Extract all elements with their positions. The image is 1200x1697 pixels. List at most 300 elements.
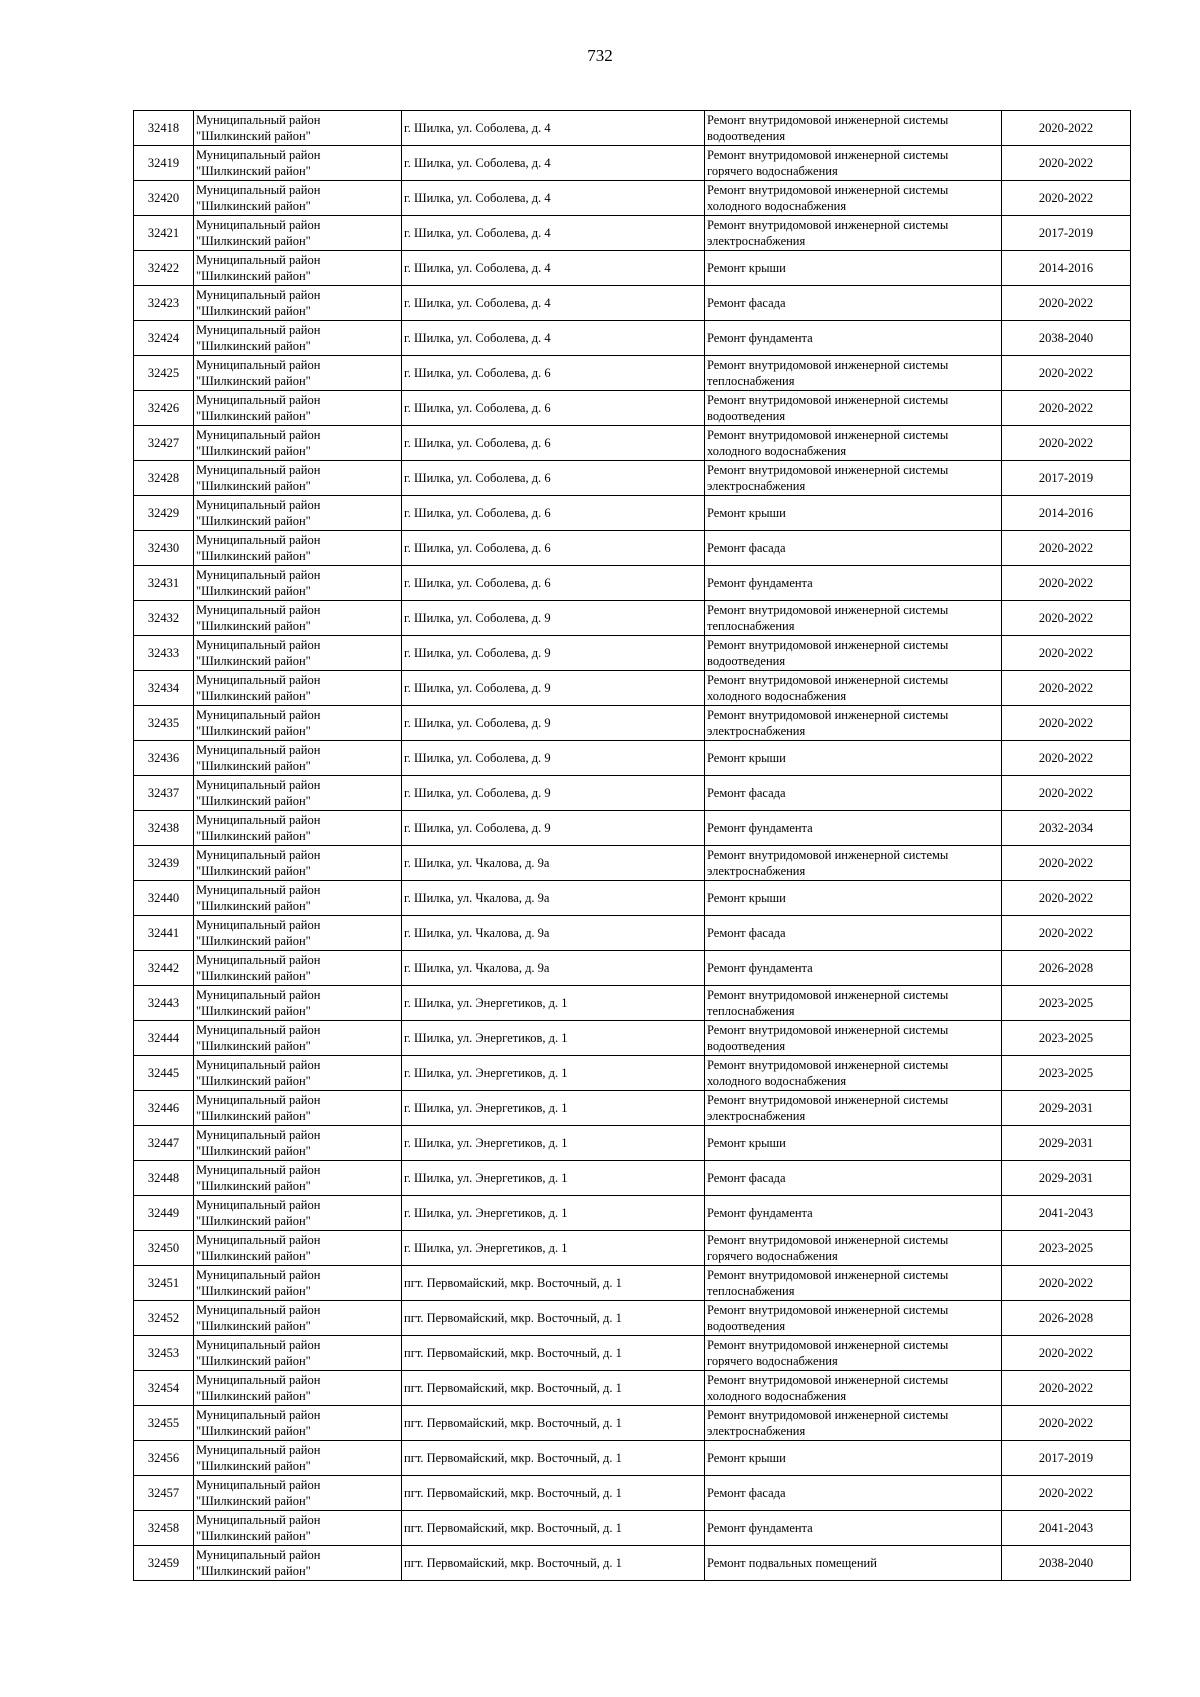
- municipality-line: "Шилкинский район": [196, 1319, 311, 1333]
- municipality-cell: [194, 1056, 402, 1091]
- period-cell: 2020-2022: [1002, 356, 1131, 391]
- municipality-line: "Шилкинский район": [196, 234, 311, 248]
- address-cell: г. Шилка, ул. Энергетиков, д. 1: [402, 1021, 705, 1056]
- work-type-cell: [705, 356, 1002, 391]
- work-type-line: Ремонт внутридомовой инженерной системы: [707, 358, 949, 372]
- municipality-line: Муниципальный район: [196, 1163, 321, 1177]
- address-cell: г. Шилка, ул. Энергетиков, д. 1: [402, 1056, 705, 1091]
- table-row: [134, 671, 1131, 706]
- address-cell: г. Шилка, ул. Соболева, д. 9: [402, 601, 705, 636]
- work-type-cell: [705, 881, 1002, 916]
- work-type-cell: [705, 1546, 1002, 1581]
- table-row: [134, 916, 1131, 951]
- work-type-line: Ремонт внутридомовой инженерной системы: [707, 183, 949, 197]
- address-cell: г. Шилка, ул. Энергетиков, д. 1: [402, 1091, 705, 1126]
- record-number-cell: 32426: [134, 391, 194, 426]
- municipality-line: Муниципальный район: [196, 393, 321, 407]
- municipality-line: Муниципальный район: [196, 1408, 321, 1422]
- municipality-line: "Шилкинский район": [196, 689, 311, 703]
- address-cell: г. Шилка, ул. Чкалова, д. 9а: [402, 881, 705, 916]
- municipality-line: Муниципальный район: [196, 1023, 321, 1037]
- municipality-line: "Шилкинский район": [196, 374, 311, 388]
- work-type-line: Ремонт подвальных помещений: [707, 1556, 877, 1570]
- municipality-line: "Шилкинский район": [196, 1109, 311, 1123]
- municipality-cell: [194, 321, 402, 356]
- table-row: [134, 1266, 1131, 1301]
- period-cell: 2020-2022: [1002, 1336, 1131, 1371]
- municipality-line: "Шилкинский район": [196, 1074, 311, 1088]
- work-type-line: электроснабжения: [707, 864, 806, 878]
- work-type-line: Ремонт крыши: [707, 1451, 786, 1465]
- work-type-line: Ремонт крыши: [707, 891, 786, 905]
- table-row: [134, 1336, 1131, 1371]
- work-type-line: Ремонт внутридомовой инженерной системы: [707, 638, 949, 652]
- work-type-line: водоотведения: [707, 654, 786, 668]
- municipality-cell: [194, 601, 402, 636]
- municipality-line: Муниципальный район: [196, 183, 321, 197]
- period-cell: 2020-2022: [1002, 531, 1131, 566]
- period-cell: 2020-2022: [1002, 916, 1131, 951]
- municipality-cell: [194, 566, 402, 601]
- work-type-cell: [705, 636, 1002, 671]
- period-cell: 2020-2022: [1002, 706, 1131, 741]
- table-row: [134, 111, 1131, 146]
- record-number-cell: 32456: [134, 1441, 194, 1476]
- record-number-cell: 32424: [134, 321, 194, 356]
- record-number-cell: 32440: [134, 881, 194, 916]
- municipality-line: "Шилкинский район": [196, 1459, 311, 1473]
- work-type-line: Ремонт внутридомовой инженерной системы: [707, 1338, 949, 1352]
- record-number-cell: 32442: [134, 951, 194, 986]
- work-type-line: Ремонт фасада: [707, 1486, 786, 1500]
- address-cell: г. Шилка, ул. Соболева, д. 4: [402, 181, 705, 216]
- address-cell: г. Шилка, ул. Соболева, д. 6: [402, 461, 705, 496]
- municipality-line: "Шилкинский район": [196, 164, 311, 178]
- period-cell: 2020-2022: [1002, 181, 1131, 216]
- municipality-line: "Шилкинский район": [196, 444, 311, 458]
- municipality-line: Муниципальный район: [196, 813, 321, 827]
- address-cell: г. Шилка, ул. Соболева, д. 6: [402, 566, 705, 601]
- municipality-line: "Шилкинский район": [196, 1529, 311, 1543]
- record-number-cell: 32434: [134, 671, 194, 706]
- address-cell: пгт. Первомайский, мкр. Восточный, д. 1: [402, 1476, 705, 1511]
- work-type-line: Ремонт фасада: [707, 296, 786, 310]
- period-cell: 2038-2040: [1002, 1546, 1131, 1581]
- work-type-line: Ремонт крыши: [707, 261, 786, 275]
- record-number-cell: 32449: [134, 1196, 194, 1231]
- work-type-line: Ремонт внутридомовой инженерной системы: [707, 393, 949, 407]
- table-row: [134, 1406, 1131, 1441]
- record-number-cell: 32431: [134, 566, 194, 601]
- municipality-cell: [194, 1301, 402, 1336]
- work-type-cell: [705, 1266, 1002, 1301]
- record-number-cell: 32430: [134, 531, 194, 566]
- period-cell: 2020-2022: [1002, 881, 1131, 916]
- work-type-cell: [705, 1161, 1002, 1196]
- period-cell: 2020-2022: [1002, 146, 1131, 181]
- table-row: [134, 1126, 1131, 1161]
- period-cell: 2023-2025: [1002, 986, 1131, 1021]
- address-cell: пгт. Первомайский, мкр. Восточный, д. 1: [402, 1371, 705, 1406]
- work-type-cell: [705, 986, 1002, 1021]
- table-row: [134, 181, 1131, 216]
- period-cell: 2014-2016: [1002, 251, 1131, 286]
- municipality-cell: [194, 986, 402, 1021]
- record-number-cell: 32443: [134, 986, 194, 1021]
- municipality-line: Муниципальный район: [196, 1373, 321, 1387]
- work-type-line: теплоснабжения: [707, 619, 795, 633]
- municipality-line: "Шилкинский район": [196, 654, 311, 668]
- municipality-line: Муниципальный район: [196, 428, 321, 442]
- table-row: [134, 566, 1131, 601]
- municipality-cell: [194, 706, 402, 741]
- work-type-line: Ремонт крыши: [707, 1136, 786, 1150]
- work-type-line: теплоснабжения: [707, 1004, 795, 1018]
- table-row: [134, 1231, 1131, 1266]
- record-number-cell: 32445: [134, 1056, 194, 1091]
- municipality-cell: [194, 1336, 402, 1371]
- work-type-line: электроснабжения: [707, 1109, 806, 1123]
- municipality-cell: [194, 671, 402, 706]
- table-row: [134, 1476, 1131, 1511]
- work-type-line: Ремонт фундамента: [707, 331, 813, 345]
- municipality-line: "Шилкинский район": [196, 339, 311, 353]
- period-cell: 2023-2025: [1002, 1231, 1131, 1266]
- municipality-cell: [194, 951, 402, 986]
- work-type-line: холодного водоснабжения: [707, 199, 847, 213]
- work-type-line: Ремонт крыши: [707, 751, 786, 765]
- municipality-cell: [194, 181, 402, 216]
- period-cell: 2041-2043: [1002, 1196, 1131, 1231]
- work-type-cell: [705, 391, 1002, 426]
- period-cell: 2023-2025: [1002, 1056, 1131, 1091]
- work-type-cell: [705, 1476, 1002, 1511]
- work-type-line: Ремонт фундамента: [707, 1521, 813, 1535]
- work-type-line: Ремонт внутридомовой инженерной системы: [707, 1058, 949, 1072]
- work-type-line: Ремонт внутридомовой инженерной системы: [707, 988, 949, 1002]
- municipality-cell: [194, 461, 402, 496]
- work-type-line: Ремонт фасада: [707, 926, 786, 940]
- municipality-cell: [194, 1021, 402, 1056]
- work-type-cell: [705, 1056, 1002, 1091]
- address-cell: г. Шилка, ул. Соболева, д. 6: [402, 496, 705, 531]
- municipality-line: Муниципальный район: [196, 358, 321, 372]
- period-cell: 2020-2022: [1002, 671, 1131, 706]
- record-number-cell: 32428: [134, 461, 194, 496]
- municipality-cell: [194, 1091, 402, 1126]
- period-cell: 2020-2022: [1002, 1371, 1131, 1406]
- municipality-line: "Шилкинский район": [196, 199, 311, 213]
- work-type-cell: [705, 1301, 1002, 1336]
- municipality-line: "Шилкинский район": [196, 1354, 311, 1368]
- municipality-cell: [194, 1441, 402, 1476]
- municipality-cell: [194, 1476, 402, 1511]
- work-type-cell: [705, 321, 1002, 356]
- municipality-cell: [194, 251, 402, 286]
- municipality-line: Муниципальный район: [196, 1128, 321, 1142]
- page-number: 732: [587, 46, 613, 65]
- work-type-line: Ремонт внутридомовой инженерной системы: [707, 218, 949, 232]
- municipality-line: "Шилкинский район": [196, 479, 311, 493]
- work-type-cell: [705, 1441, 1002, 1476]
- municipality-line: Муниципальный район: [196, 148, 321, 162]
- municipality-line: Муниципальный район: [196, 918, 321, 932]
- municipality-line: Муниципальный район: [196, 253, 321, 267]
- municipality-line: "Шилкинский район": [196, 1564, 311, 1578]
- table-row: [134, 321, 1131, 356]
- municipality-line: "Шилкинский район": [196, 129, 311, 143]
- municipality-cell: [194, 216, 402, 251]
- municipality-line: "Шилкинский район": [196, 1039, 311, 1053]
- record-number-cell: 32420: [134, 181, 194, 216]
- municipality-cell: [194, 741, 402, 776]
- table-row: [134, 1546, 1131, 1581]
- address-cell: г. Шилка, ул. Соболева, д. 4: [402, 146, 705, 181]
- municipality-line: Муниципальный район: [196, 603, 321, 617]
- municipality-line: "Шилкинский район": [196, 934, 311, 948]
- table-row: [134, 251, 1131, 286]
- municipality-line: "Шилкинский район": [196, 304, 311, 318]
- work-type-line: холодного водоснабжения: [707, 444, 847, 458]
- work-type-cell: [705, 251, 1002, 286]
- address-cell: г. Шилка, ул. Соболева, д. 4: [402, 111, 705, 146]
- work-type-line: Ремонт крыши: [707, 506, 786, 520]
- period-cell: 2020-2022: [1002, 286, 1131, 321]
- period-cell: 2020-2022: [1002, 636, 1131, 671]
- address-cell: г. Шилка, ул. Соболева, д. 6: [402, 426, 705, 461]
- municipality-cell: [194, 426, 402, 461]
- table-row: [134, 1511, 1131, 1546]
- address-cell: пгт. Первомайский, мкр. Восточный, д. 1: [402, 1336, 705, 1371]
- address-cell: г. Шилка, ул. Соболева, д. 9: [402, 636, 705, 671]
- municipality-line: Муниципальный район: [196, 1338, 321, 1352]
- work-type-line: холодного водоснабжения: [707, 689, 847, 703]
- table-row: [134, 146, 1131, 181]
- work-type-line: теплоснабжения: [707, 1284, 795, 1298]
- address-cell: г. Шилка, ул. Соболева, д. 4: [402, 251, 705, 286]
- record-number-cell: 32438: [134, 811, 194, 846]
- record-number-cell: 32427: [134, 426, 194, 461]
- record-number-cell: 32454: [134, 1371, 194, 1406]
- work-type-cell: [705, 461, 1002, 496]
- municipality-line: Муниципальный район: [196, 1268, 321, 1282]
- period-cell: 2020-2022: [1002, 1266, 1131, 1301]
- municipality-line: Муниципальный район: [196, 1058, 321, 1072]
- work-type-line: Ремонт фасада: [707, 541, 786, 555]
- municipality-line: Муниципальный район: [196, 568, 321, 582]
- municipality-line: Муниципальный район: [196, 498, 321, 512]
- municipality-line: Муниципальный район: [196, 953, 321, 967]
- period-cell: 2017-2019: [1002, 216, 1131, 251]
- period-cell: 2020-2022: [1002, 741, 1131, 776]
- municipality-line: "Шилкинский район": [196, 584, 311, 598]
- work-type-cell: [705, 496, 1002, 531]
- municipality-line: Муниципальный район: [196, 113, 321, 127]
- municipality-line: "Шилкинский район": [196, 1214, 311, 1228]
- municipality-line: Муниципальный район: [196, 988, 321, 1002]
- record-number-cell: 32421: [134, 216, 194, 251]
- work-type-cell: [705, 741, 1002, 776]
- work-type-cell: [705, 111, 1002, 146]
- address-cell: г. Шилка, ул. Энергетиков, д. 1: [402, 986, 705, 1021]
- municipality-cell: [194, 881, 402, 916]
- record-number-cell: 32429: [134, 496, 194, 531]
- period-cell: 2029-2031: [1002, 1126, 1131, 1161]
- record-number-cell: 32450: [134, 1231, 194, 1266]
- municipality-cell: [194, 111, 402, 146]
- work-type-line: водоотведения: [707, 129, 786, 143]
- period-cell: 2032-2034: [1002, 811, 1131, 846]
- table-row: [134, 1371, 1131, 1406]
- address-cell: пгт. Первомайский, мкр. Восточный, д. 1: [402, 1301, 705, 1336]
- work-type-line: Ремонт фундамента: [707, 961, 813, 975]
- table-row: [134, 951, 1131, 986]
- address-cell: г. Шилка, ул. Чкалова, д. 9а: [402, 846, 705, 881]
- municipality-cell: [194, 356, 402, 391]
- work-type-cell: [705, 846, 1002, 881]
- municipality-line: Муниципальный район: [196, 288, 321, 302]
- period-cell: 2020-2022: [1002, 111, 1131, 146]
- municipality-cell: [194, 1161, 402, 1196]
- record-number-cell: 32453: [134, 1336, 194, 1371]
- municipality-line: Муниципальный район: [196, 673, 321, 687]
- work-type-cell: [705, 1126, 1002, 1161]
- address-cell: г. Шилка, ул. Соболева, д. 6: [402, 356, 705, 391]
- municipality-line: Муниципальный район: [196, 1303, 321, 1317]
- work-type-line: Ремонт внутридомовой инженерной системы: [707, 1373, 949, 1387]
- work-type-line: Ремонт фасада: [707, 786, 786, 800]
- municipality-cell: [194, 916, 402, 951]
- municipality-line: Муниципальный район: [196, 1093, 321, 1107]
- work-type-line: водоотведения: [707, 409, 786, 423]
- work-type-line: Ремонт внутридомовой инженерной системы: [707, 148, 949, 162]
- work-type-line: Ремонт фасада: [707, 1171, 786, 1185]
- municipality-line: Муниципальный район: [196, 323, 321, 337]
- municipality-cell: [194, 531, 402, 566]
- work-type-cell: [705, 1406, 1002, 1441]
- municipality-cell: [194, 1406, 402, 1441]
- address-cell: г. Шилка, ул. Соболева, д. 9: [402, 811, 705, 846]
- record-number-cell: 32458: [134, 1511, 194, 1546]
- address-cell: г. Шилка, ул. Соболева, д. 9: [402, 706, 705, 741]
- work-type-cell: [705, 216, 1002, 251]
- work-type-cell: [705, 706, 1002, 741]
- address-cell: г. Шилка, ул. Соболева, д. 4: [402, 216, 705, 251]
- municipality-line: "Шилкинский район": [196, 794, 311, 808]
- municipality-line: "Шилкинский район": [196, 409, 311, 423]
- address-cell: г. Шилка, ул. Энергетиков, д. 1: [402, 1231, 705, 1266]
- municipality-line: "Шилкинский район": [196, 1249, 311, 1263]
- address-cell: пгт. Первомайский, мкр. Восточный, д. 1: [402, 1441, 705, 1476]
- municipality-line: Муниципальный район: [196, 533, 321, 547]
- address-cell: г. Шилка, ул. Чкалова, д. 9а: [402, 951, 705, 986]
- municipality-line: "Шилкинский район": [196, 1179, 311, 1193]
- table-row: [134, 811, 1131, 846]
- record-number-cell: 32444: [134, 1021, 194, 1056]
- work-type-line: Ремонт внутридомовой инженерной системы: [707, 1303, 949, 1317]
- table-row: [134, 1161, 1131, 1196]
- work-type-line: электроснабжения: [707, 234, 806, 248]
- table-row: [134, 496, 1131, 531]
- period-cell: 2020-2022: [1002, 391, 1131, 426]
- municipality-line: Муниципальный район: [196, 1478, 321, 1492]
- municipality-line: "Шилкинский район": [196, 724, 311, 738]
- municipality-line: Муниципальный район: [196, 708, 321, 722]
- municipality-line: "Шилкинский район": [196, 899, 311, 913]
- address-cell: пгт. Первомайский, мкр. Восточный, д. 1: [402, 1406, 705, 1441]
- work-type-line: Ремонт внутридомовой инженерной системы: [707, 708, 949, 722]
- municipality-cell: [194, 1266, 402, 1301]
- period-cell: 2020-2022: [1002, 776, 1131, 811]
- work-type-line: Ремонт фундамента: [707, 1206, 813, 1220]
- record-number-cell: 32439: [134, 846, 194, 881]
- period-cell: 2020-2022: [1002, 426, 1131, 461]
- address-cell: пгт. Первомайский, мкр. Восточный, д. 1: [402, 1546, 705, 1581]
- work-type-line: Ремонт внутридомовой инженерной системы: [707, 428, 949, 442]
- municipality-line: Муниципальный район: [196, 778, 321, 792]
- municipality-line: Муниципальный район: [196, 883, 321, 897]
- municipality-line: "Шилкинский район": [196, 1424, 311, 1438]
- work-type-cell: [705, 951, 1002, 986]
- address-cell: г. Шилка, ул. Соболева, д. 9: [402, 741, 705, 776]
- record-number-cell: 32451: [134, 1266, 194, 1301]
- work-type-line: горячего водоснабжения: [707, 164, 838, 178]
- municipality-line: Муниципальный район: [196, 218, 321, 232]
- record-number-cell: 32423: [134, 286, 194, 321]
- work-type-line: Ремонт внутридомовой инженерной системы: [707, 673, 949, 687]
- address-cell: г. Шилка, ул. Соболева, д. 4: [402, 286, 705, 321]
- table-row: [134, 356, 1131, 391]
- table-row: [134, 1091, 1131, 1126]
- work-type-line: водоотведения: [707, 1319, 786, 1333]
- work-type-line: Ремонт внутридомовой инженерной системы: [707, 463, 949, 477]
- table-row: [134, 461, 1131, 496]
- table-row: [134, 286, 1131, 321]
- work-type-line: Ремонт внутридомовой инженерной системы: [707, 1233, 949, 1247]
- record-number-cell: 32425: [134, 356, 194, 391]
- work-type-line: Ремонт внутридомовой инженерной системы: [707, 848, 949, 862]
- record-number-cell: 32457: [134, 1476, 194, 1511]
- record-number-cell: 32436: [134, 741, 194, 776]
- period-cell: 2026-2028: [1002, 951, 1131, 986]
- work-type-line: Ремонт внутридомовой инженерной системы: [707, 1408, 949, 1422]
- record-number-cell: 32447: [134, 1126, 194, 1161]
- period-cell: 2026-2028: [1002, 1301, 1131, 1336]
- table-row: [134, 881, 1131, 916]
- address-cell: пгт. Первомайский, мкр. Восточный, д. 1: [402, 1511, 705, 1546]
- municipality-cell: [194, 846, 402, 881]
- table-row: [134, 776, 1131, 811]
- record-number-cell: 32437: [134, 776, 194, 811]
- municipality-cell: [194, 1546, 402, 1581]
- table-row: [134, 391, 1131, 426]
- record-number-cell: 32448: [134, 1161, 194, 1196]
- work-type-cell: [705, 286, 1002, 321]
- work-type-cell: [705, 811, 1002, 846]
- table-row: [134, 846, 1131, 881]
- work-type-line: теплоснабжения: [707, 374, 795, 388]
- work-type-line: Ремонт фундамента: [707, 576, 813, 590]
- period-cell: 2020-2022: [1002, 1406, 1131, 1441]
- municipality-line: Муниципальный район: [196, 1513, 321, 1527]
- municipality-line: Муниципальный район: [196, 1198, 321, 1212]
- work-type-line: электроснабжения: [707, 724, 806, 738]
- period-cell: 2029-2031: [1002, 1161, 1131, 1196]
- table-row: [134, 1021, 1131, 1056]
- table-row: [134, 601, 1131, 636]
- work-type-cell: [705, 1336, 1002, 1371]
- period-cell: 2020-2022: [1002, 846, 1131, 881]
